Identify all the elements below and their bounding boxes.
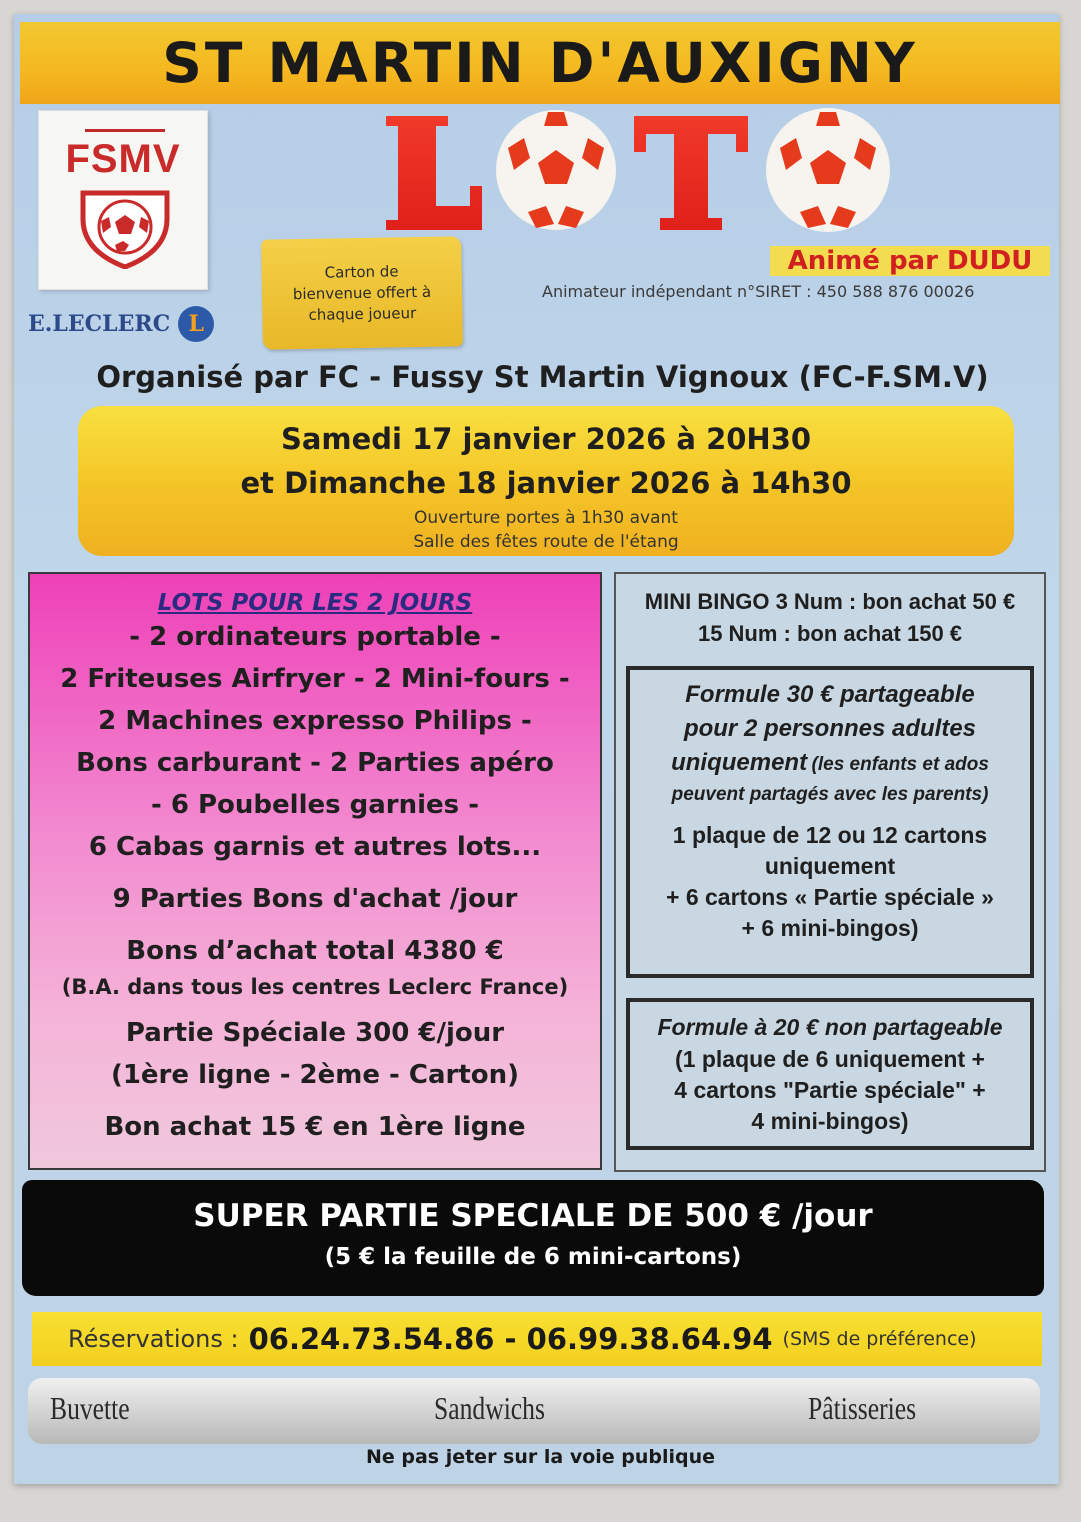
formule-30-line-1: 1 plaque de 12 ou 12 cartons — [672, 822, 988, 848]
buvette-item: Pâtisseries — [808, 1390, 917, 1426]
mini-bingo — [616, 586, 1044, 650]
welcome-text — [292, 260, 431, 325]
title-band — [20, 22, 1060, 104]
letter-t — [634, 116, 748, 230]
football-icon — [496, 110, 616, 230]
reservations-label: Réservations : — [68, 1325, 239, 1353]
page-title: ST MARTIN D'AUXIGNY — [162, 31, 918, 95]
reservations-band — [32, 1312, 1042, 1366]
lots-item: 2 Machines expresso Philips - — [98, 706, 532, 736]
lots-total: Bons d’achat total 4380 € — [126, 936, 504, 966]
mini-bingo-line-1: MINI BINGO 3 Num : bon achat 50 € — [644, 589, 1016, 614]
formules-panel — [614, 572, 1046, 1172]
venue: Salle des fêtes route de l'étang — [413, 532, 679, 552]
sponsor-name: E.LECLERC — [28, 311, 171, 337]
doors-open: Ouverture portes à 1h30 avant — [414, 508, 678, 528]
lots-total-note: (B.A. dans tous les centres Leclerc France) — [61, 975, 569, 999]
host-detail: Animateur indépendant n°SIRET : 450 588 876 00026 — [542, 282, 975, 301]
footer-note: Ne pas jeter sur la voie publique — [365, 1446, 716, 1468]
club-logo — [38, 110, 208, 290]
lots-special: Partie Spéciale 300 €/jour — [125, 1018, 505, 1048]
formule-30-note-1: (les enfants et ados — [811, 754, 989, 775]
dates-box — [78, 406, 1014, 556]
date-line-1: Samedi 17 janvier 2026 à 20H30 — [280, 422, 812, 456]
formule-30-line-3: + 6 cartons « Partie spéciale » — [666, 884, 994, 910]
shield-ball-icon — [79, 189, 171, 269]
lots-heading: LOTS POUR LES 2 JOURS — [157, 590, 473, 616]
sponsor-mark: L — [178, 306, 214, 342]
lots-item: - 2 ordinateurs portable - — [129, 622, 501, 652]
lots-special-note: (1ère ligne - 2ème - Carton) — [110, 1060, 520, 1090]
organiser: Organisé par FC - Fussy St Martin Vignoux (FC-F.SM.V) — [96, 360, 989, 394]
reservations-note: (SMS de préférence) — [782, 1328, 977, 1350]
logo-line — [85, 129, 165, 132]
loto-title — [378, 108, 898, 238]
lots-item: - 6 Poubelles garnies - — [151, 790, 479, 820]
formule-30-uniquement: uniquement — [671, 749, 808, 776]
welcome-line-2: bienvenue offert à — [292, 282, 432, 303]
formule-20 — [626, 998, 1034, 1150]
host-badge — [770, 246, 1050, 276]
super-partie-note: (5 € la feuille de 6 mini-cartons) — [324, 1244, 742, 1270]
lots-item: 6 Cabas garnis et autres lots... — [88, 832, 542, 862]
lots-item: 2 Friteuses Airfryer - 2 Mini-fours - — [60, 664, 570, 694]
welcome-line-3: chaque joueur — [308, 303, 417, 324]
mini-bingo-line-2: 15 Num : bon achat 150 € — [697, 621, 963, 646]
reservations-phones: 06.24.73.54.86 - 06.99.38.64.94 — [248, 1322, 773, 1356]
club-logo-text: FSMV — [65, 137, 181, 181]
formule-20-title: Formule à 20 € non partageable — [657, 1014, 1003, 1040]
lots-item: Bons carburant - 2 Parties apéro — [76, 748, 554, 778]
host-name: Animé par DUDU — [787, 246, 1033, 276]
formule-30-title-3 — [630, 746, 1030, 780]
lots-parties: 9 Parties Bons d'achat /jour — [112, 884, 518, 914]
welcome-banner — [261, 236, 463, 349]
welcome-line-1: Carton de — [324, 261, 399, 282]
super-partie-band — [22, 1180, 1044, 1296]
buvette-band — [28, 1378, 1040, 1444]
super-partie-title: SUPER PARTIE SPECIALE DE 500 € /jour — [193, 1198, 873, 1234]
formule-20-line-2: 4 cartons "Partie spéciale" + — [674, 1077, 986, 1103]
formule-30-note-2: peuvent partagés avec les parents) — [671, 784, 989, 805]
buvette-item: Buvette — [50, 1390, 130, 1426]
football-icon — [766, 108, 890, 232]
formule-30-line-4: + 6 mini-bingos) — [741, 915, 919, 941]
formule-20-line-1: (1 plaque de 6 uniquement + — [675, 1046, 985, 1072]
letter-l — [386, 116, 482, 230]
formule-30 — [626, 666, 1034, 978]
lots-bon: Bon achat 15 € en 1ère ligne — [104, 1112, 526, 1142]
sponsor-logo — [28, 306, 214, 342]
formule-30-title-2: pour 2 personnes adultes — [683, 715, 977, 742]
lots-panel — [28, 572, 602, 1170]
formule-30-title-1: Formule 30 € partageable — [685, 681, 975, 708]
formule-30-line-2: uniquement — [764, 853, 896, 879]
buvette-item: Sandwichs — [434, 1390, 545, 1426]
date-line-2: et Dimanche 18 janvier 2026 à 14h30 — [240, 466, 852, 500]
formule-20-line-3: 4 mini-bingos) — [751, 1108, 909, 1134]
